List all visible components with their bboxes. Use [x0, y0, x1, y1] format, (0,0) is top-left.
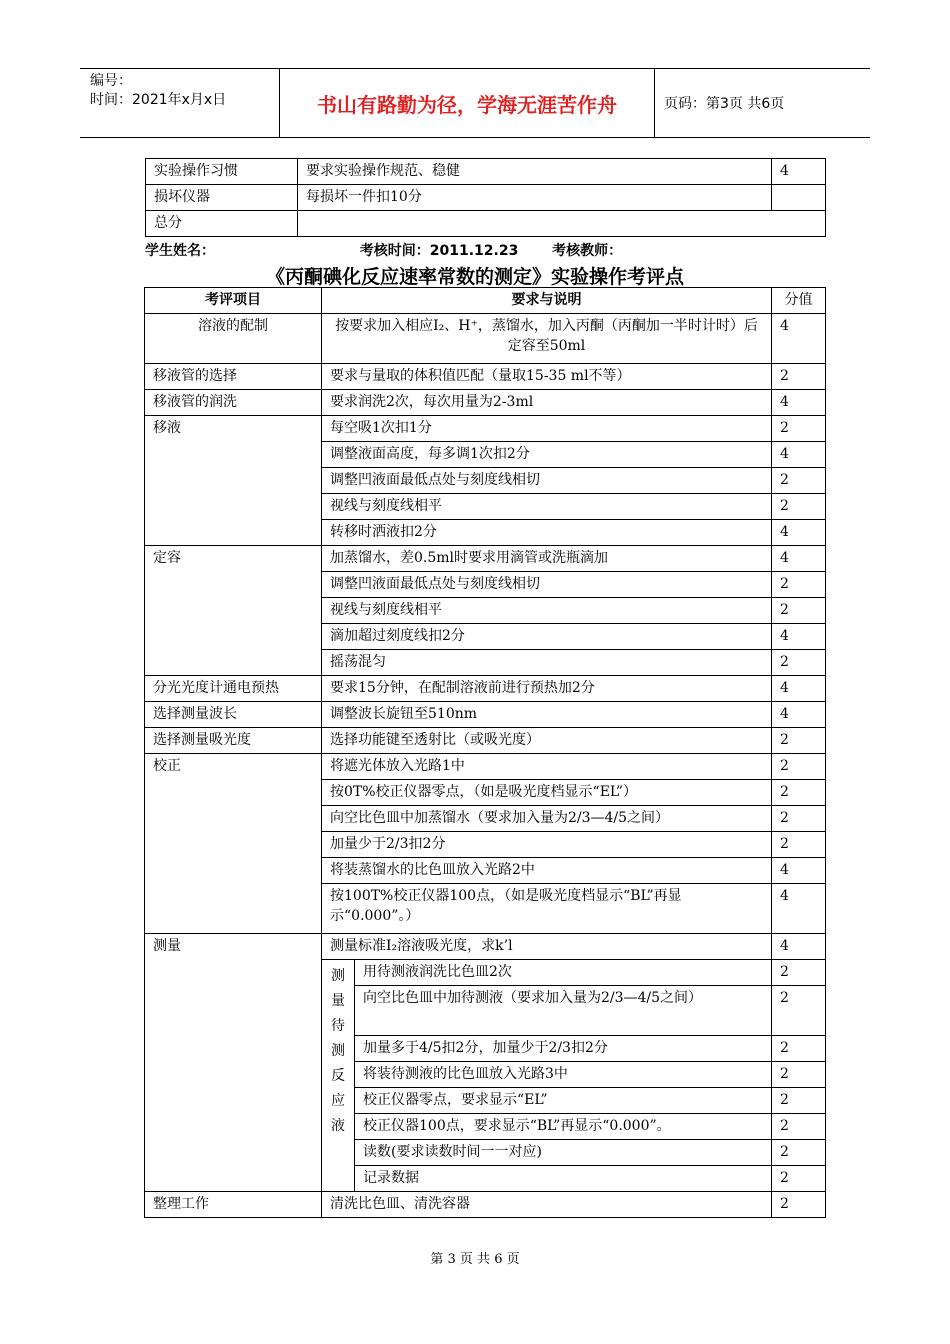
header-meta [80, 69, 280, 137]
col-header-req: 要求与说明 [322, 288, 772, 314]
table-row [145, 1192, 826, 1218]
row-score: 2 [772, 1114, 826, 1140]
row-req: 转移时洒液扣2分 [322, 520, 772, 546]
summary-item: 总分 [146, 211, 298, 237]
teacher-label: 考核教师： [552, 243, 623, 259]
summary-item: 实验操作习惯 [146, 159, 298, 185]
row-req: 测量标准I₂溶液吸光度，求k’l [322, 934, 772, 960]
sub-group-label [322, 960, 355, 1192]
summary-score: 4 [772, 159, 826, 185]
row-score: 4 [772, 390, 826, 416]
table-row [145, 390, 826, 416]
row-score: 2 [772, 1088, 826, 1114]
row-req: 每空吸1次扣1分 [322, 416, 772, 442]
summary-score [772, 185, 826, 211]
row-req: 按100T%校正仪器100点，（如是吸光度档显示“BL”再显示“0.000”。） [322, 884, 772, 934]
summary-item: 损坏仪器 [146, 185, 298, 211]
table-row [145, 416, 826, 442]
table-row [146, 185, 826, 211]
table-row [145, 702, 826, 728]
header-page-info: 页码：第3页 共6页 [664, 96, 785, 112]
sub-label-char: 液 [331, 1118, 345, 1134]
row-req: 调整凹液面最低点处与刻度线相切 [322, 572, 772, 598]
summary-total-value [298, 211, 826, 237]
table-row [145, 546, 826, 572]
row-req: 向空比色皿中加待测液（要求加入量为2/3—4/5之间） [355, 986, 772, 1036]
row-req: 校正仪器零点，要求显示“EL” [355, 1088, 772, 1114]
row-item: 移液管的选择 [145, 364, 322, 390]
row-req: 视线与刻度线相平 [322, 598, 772, 624]
table-row [145, 934, 826, 960]
row-req: 用待测液润洗比色皿2次 [355, 960, 772, 986]
row-score: 2 [772, 1192, 826, 1218]
row-req: 加蒸馏水，差0.5ml时要求用滴管或洗瓶滴加 [322, 546, 772, 572]
number-label: 编号： [90, 73, 132, 89]
row-score: 2 [772, 780, 826, 806]
row-score: 4 [772, 314, 826, 364]
row-item: 选择测量波长 [145, 702, 322, 728]
header-motto: 书山有路勤为径，学海无涯苦作舟 [280, 69, 655, 137]
row-req: 向空比色皿中加蒸馏水（要求加入量为2/3—4/5之间） [322, 806, 772, 832]
row-score: 2 [772, 1062, 826, 1088]
col-header-score: 分值 [772, 288, 826, 314]
table-row [145, 676, 826, 702]
row-item: 溶液的配制 [145, 314, 322, 364]
row-score: 4 [772, 520, 826, 546]
page-title: 《丙酮碘化反应速率常数的测定》实验操作考评点 [265, 266, 684, 288]
table-row [145, 754, 826, 780]
row-score: 2 [772, 572, 826, 598]
sub-label-char: 测 [331, 1043, 345, 1059]
table-row [146, 159, 826, 185]
evaluation-table [144, 287, 826, 1218]
row-score: 4 [772, 934, 826, 960]
row-req: 视线与刻度线相平 [322, 494, 772, 520]
sub-label-char: 反 [331, 1068, 345, 1084]
row-req: 要求润洗2次，每次用量为2-3ml [322, 390, 772, 416]
sub-label-char: 量 [331, 993, 345, 1009]
sub-label-char: 待 [331, 1018, 345, 1034]
row-req: 将遮光体放入光路1中 [322, 754, 772, 780]
row-score: 2 [772, 806, 826, 832]
row-req: 要求与量取的体积值匹配（量取15-35 ml不等） [322, 364, 772, 390]
row-item: 移液 [145, 416, 322, 546]
row-score: 2 [772, 728, 826, 754]
row-score: 4 [772, 624, 826, 650]
row-item: 移液管的润洗 [145, 390, 322, 416]
summary-req: 每损坏一件扣10分 [298, 185, 772, 211]
row-score: 4 [772, 858, 826, 884]
row-score: 4 [772, 702, 826, 728]
row-score: 2 [772, 650, 826, 676]
row-req: 选择功能键至透射比（或吸光度） [322, 728, 772, 754]
row-req: 按0T%校正仪器零点，（如是吸光度档显示“EL”） [322, 780, 772, 806]
table-row [145, 314, 826, 364]
row-req: 调整凹液面最低点处与刻度线相切 [322, 468, 772, 494]
row-req: 清洗比色皿、清洗容器 [322, 1192, 772, 1218]
row-req: 加量多于4/5扣2分，加量少于2/3扣2分 [355, 1036, 772, 1062]
row-req: 要求15分钟，在配制溶液前进行预热加2分 [322, 676, 772, 702]
table-header-row [145, 288, 826, 314]
sub-label-char: 应 [331, 1093, 345, 1109]
row-score: 2 [772, 960, 826, 986]
row-req: 滴加超过刻度线扣2分 [322, 624, 772, 650]
row-req: 摇荡混匀 [322, 650, 772, 676]
row-score: 4 [772, 884, 826, 934]
row-score: 2 [772, 1166, 826, 1192]
col-header-item: 考评项目 [145, 288, 322, 314]
row-req: 调整液面高度，每多调1次扣2分 [322, 442, 772, 468]
table-row [145, 728, 826, 754]
page-footer: 第 3 页 共 6 页 [430, 1252, 520, 1267]
row-item: 测量 [145, 934, 322, 1192]
row-item: 选择测量吸光度 [145, 728, 322, 754]
row-score: 4 [772, 546, 826, 572]
time-label: 时间：2021年x月x日 [90, 92, 227, 108]
table-row [146, 211, 826, 237]
row-req: 读数(要求读数时间一一对应) [355, 1140, 772, 1166]
row-score: 2 [772, 598, 826, 624]
row-item: 定容 [145, 546, 322, 676]
row-item: 整理工作 [145, 1192, 322, 1218]
row-score: 2 [772, 364, 826, 390]
row-score: 4 [772, 676, 826, 702]
row-score: 2 [772, 1140, 826, 1166]
row-score: 2 [772, 494, 826, 520]
row-req: 调整波长旋钮至510nm [322, 702, 772, 728]
row-score: 2 [772, 986, 826, 1036]
row-score: 2 [772, 754, 826, 780]
row-req: 按要求加入相应I₂、H⁺，蒸馏水，加入丙酮（丙酮加一半时计时）后定容至50ml [322, 314, 772, 364]
student-name-label: 学生姓名： [145, 243, 215, 259]
summary-req: 要求实验操作规范、稳健 [298, 159, 772, 185]
row-item: 校正 [145, 754, 322, 934]
exam-info-line [145, 240, 622, 260]
row-score: 2 [772, 832, 826, 858]
summary-table [145, 158, 826, 237]
row-req: 校正仪器100点，要求显示“BL”再显示“0.000”。 [355, 1114, 772, 1140]
row-req: 记录数据 [355, 1166, 772, 1192]
row-score: 2 [772, 416, 826, 442]
table-row [145, 364, 826, 390]
exam-time-label: 考核时间：2011.12.23 [359, 243, 519, 259]
row-score: 2 [772, 468, 826, 494]
page-header [80, 68, 870, 138]
row-req: 将装待测液的比色皿放入光路3中 [355, 1062, 772, 1088]
row-req: 将装蒸馏水的比色皿放入光路2中 [322, 858, 772, 884]
row-req: 加量少于2/3扣2分 [322, 832, 772, 858]
row-score: 2 [772, 1036, 826, 1062]
row-item: 分光光度计通电预热 [145, 676, 322, 702]
sub-label-char: 测 [331, 968, 345, 984]
row-score: 4 [772, 442, 826, 468]
